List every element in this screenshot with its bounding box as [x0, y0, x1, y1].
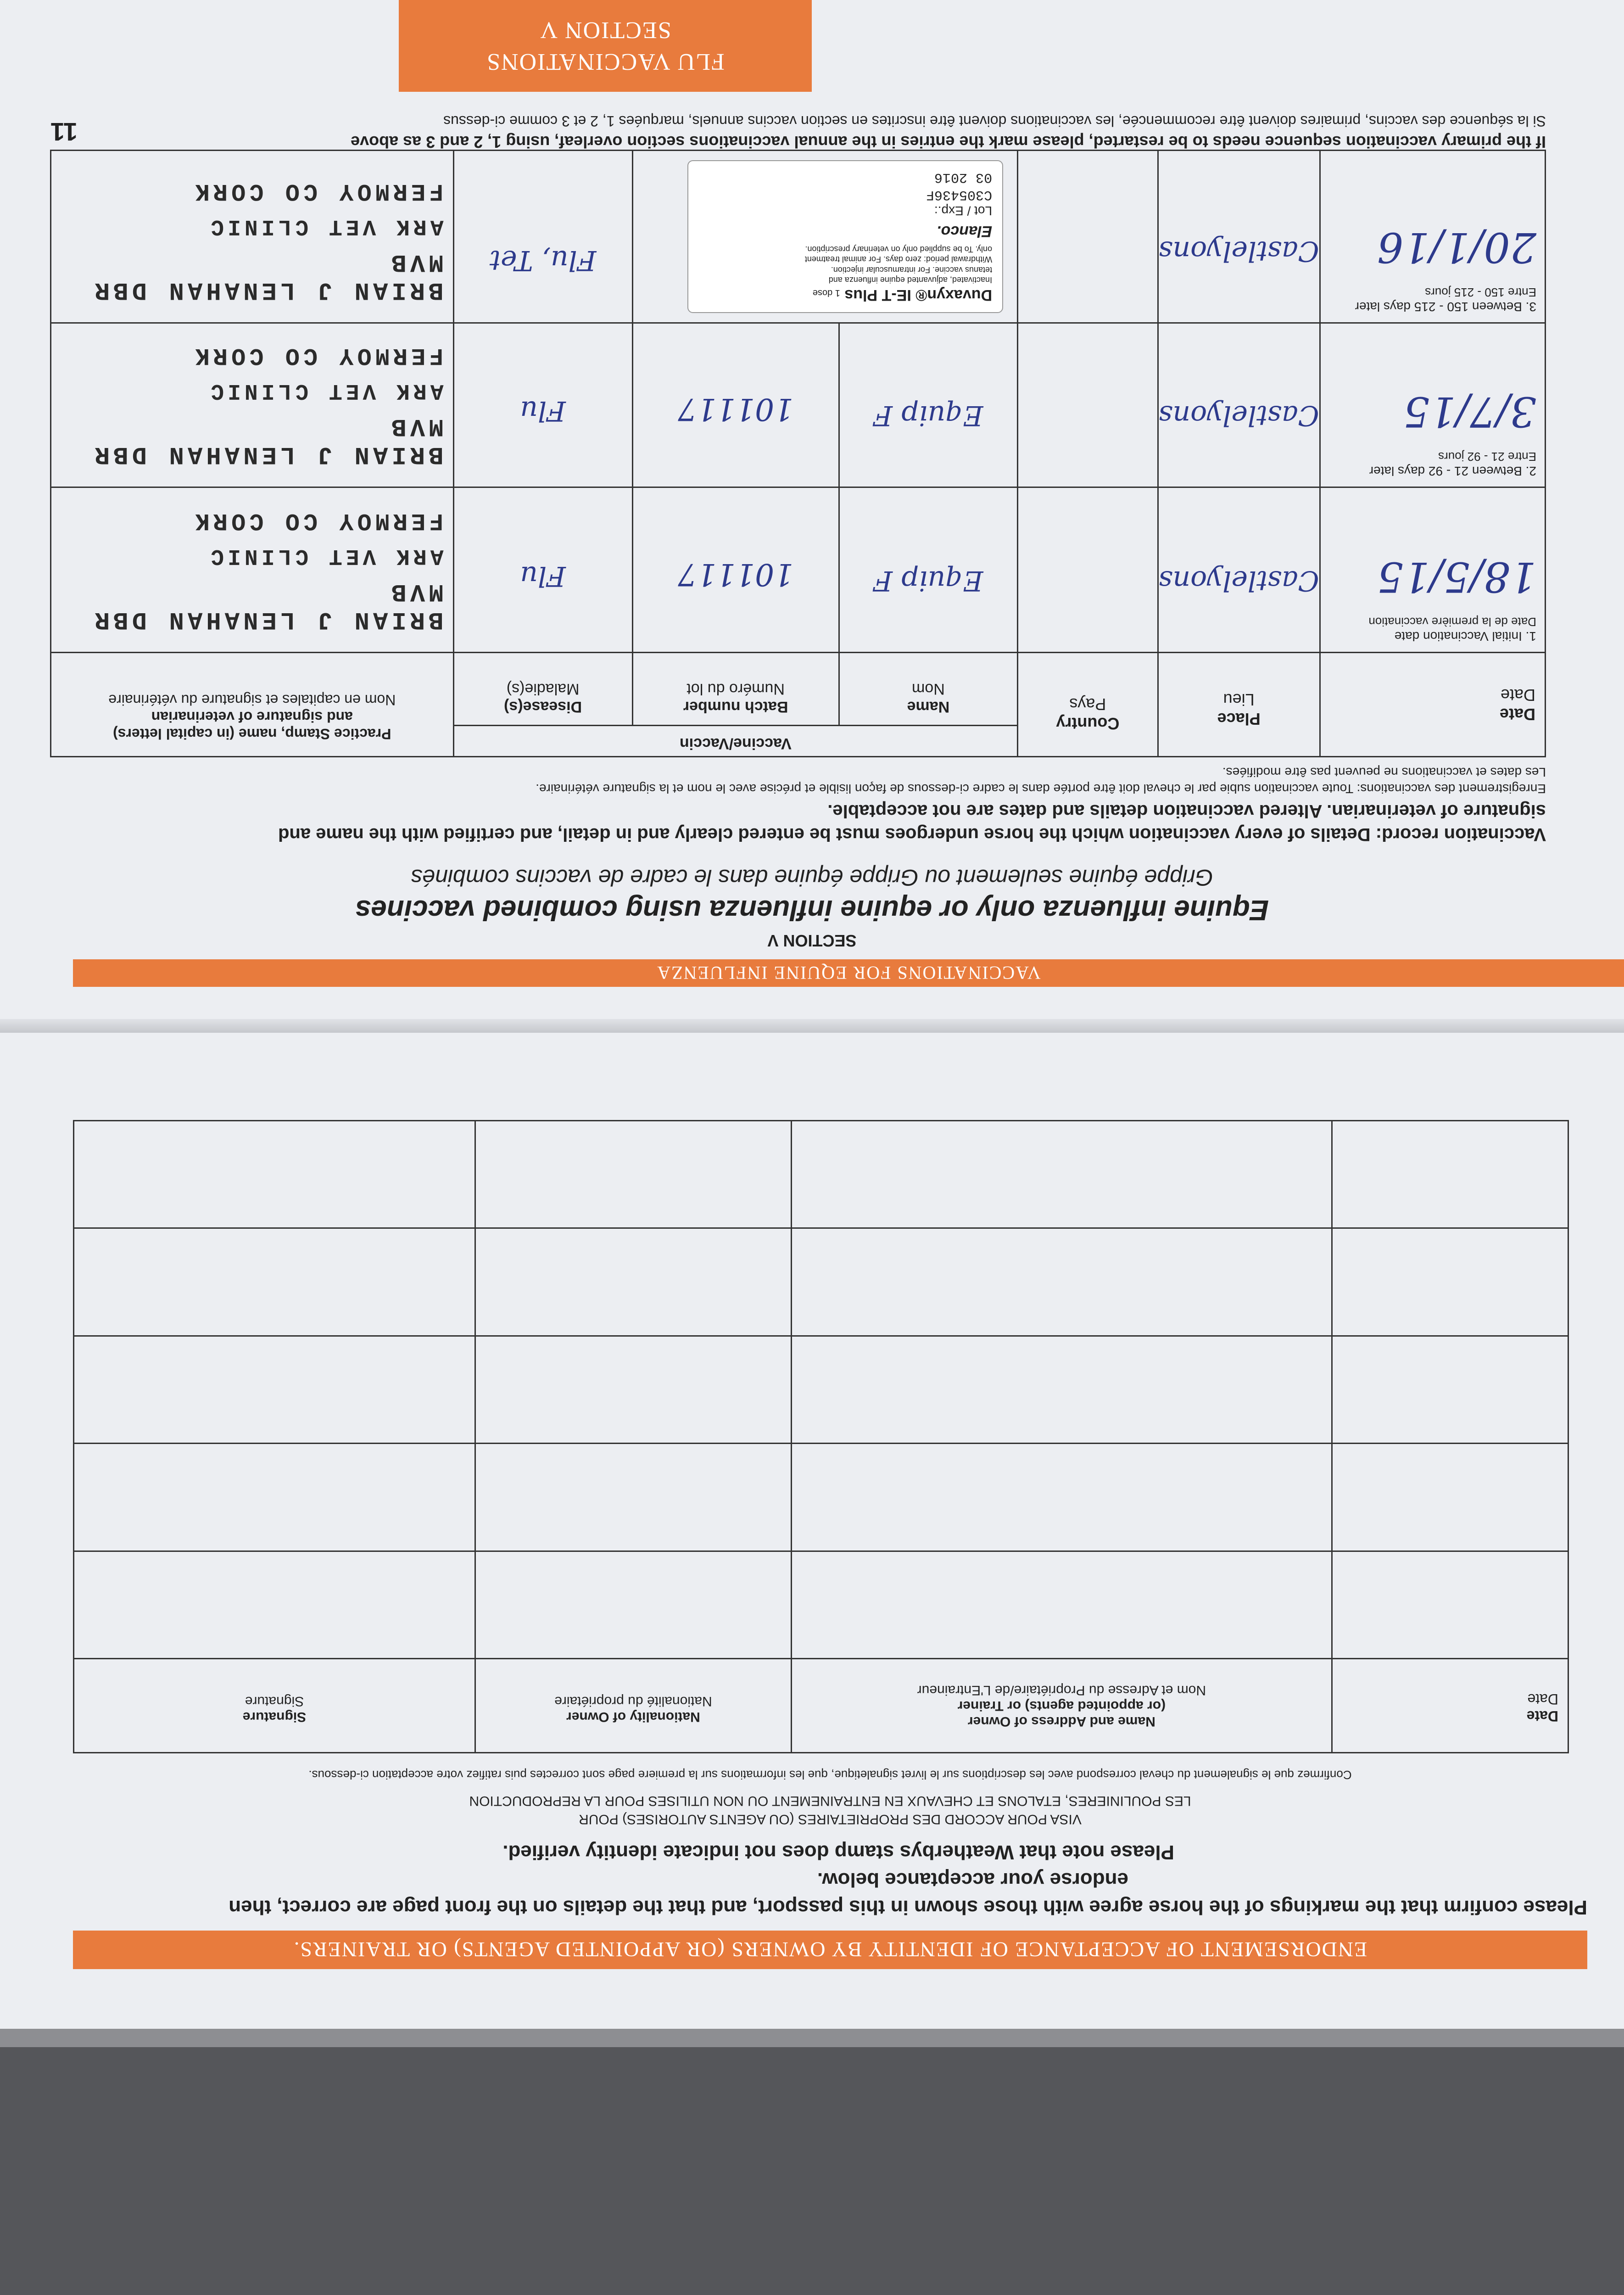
endorsement-row[interactable]	[74, 1551, 1568, 1658]
vaccination-title-block: SECTION V Equine influenza only or equine influenza using combined vaccines Grippe équine seulement ou Grippe équine dans le cadre de vaccins combinés	[355, 865, 1269, 950]
country-cell[interactable]	[1018, 487, 1158, 653]
vet-stamp-cell[interactable]	[51, 323, 454, 487]
batch-cell[interactable]: 101117	[632, 323, 839, 487]
vet-name-stamp: BRIAN J LENAHAN DBR MVB	[91, 577, 444, 633]
scanner-bed	[0, 2029, 1624, 2295]
clinic-stamp: ARK VET CLINIC	[207, 214, 444, 239]
vaccine-sticker-cell[interactable]	[632, 151, 1017, 323]
place-cell[interactable]: Castlelyons	[1158, 487, 1320, 653]
date-cell[interactable]: 2. Between 21 - 92 days later Entre 21 - 92 jours 3/7/15	[1320, 323, 1545, 487]
endorsement-row[interactable]	[74, 1336, 1568, 1443]
header-batch: Batch number Numéro du lot	[632, 653, 839, 726]
page-edge	[0, 2029, 1624, 2047]
flu-vaccinations-tab[interactable]: FLU VACCINATIONS SECTION V	[399, 0, 812, 92]
endorsement-row[interactable]	[74, 1444, 1568, 1551]
date-cell[interactable]: 3. Between 150 - 215 days later Entre 150 - 215 jours 20/1/16	[1320, 151, 1545, 323]
vaccination-header-row-1	[51, 725, 1546, 756]
sticker-brand: Duvaxyn® IE-T Plus	[844, 286, 993, 304]
address-stamp: FERMOY CO CORK	[191, 507, 444, 534]
restart-note: If the primary vaccination sequence needs to be restarted, please mark the entries in the annual vaccinations section overleaf, using 1, 2 and 3 as above Si la séquence des vaccins, primaires doivent être recommencée, les vaccinations doivent être inscrites en section vaccins annuels, marquées 1, 2 et 3 comme ci-dessus	[351, 113, 1546, 151]
endorsement-row[interactable]	[74, 1121, 1568, 1228]
endorsement-page	[0, 1019, 1624, 2029]
header-practice-stamp: Practice Stamp, name (in capital letters) and signature of veterinarian Nom en capitales et signature du vétérinaire	[51, 653, 454, 757]
endorsement-row[interactable]	[74, 1228, 1568, 1336]
endorsement-banner: ENDORSEMENT OF ACCEPTANCE OF IDENTITY BY OWNERS (OR APPOINTED AGENTS) OR TRAINERS.	[73, 1931, 1587, 1969]
header-place: Place Lieu	[1158, 653, 1320, 757]
vaccination-table	[50, 150, 1546, 757]
sticker-dose: 1 dose	[812, 288, 840, 298]
date-cell[interactable]: 1. Initial Vaccination date Date de la première vaccination 18/5/15	[1320, 487, 1545, 653]
elanco-logo: Elanco.	[937, 223, 993, 241]
batch-cell[interactable]: 101117	[632, 487, 839, 653]
disease-cell[interactable]: Flu	[453, 323, 632, 487]
header-date: Date Date	[1320, 653, 1545, 757]
place-cell[interactable]: Castlelyons	[1158, 323, 1320, 487]
header-owner: Name and Address of Owner (or appointed agents) or Trainer Nom et Adresse du Propriétaire/de L'Entraineur	[791, 1659, 1332, 1753]
header-country: Country Pays	[1018, 653, 1158, 757]
handwritten-date: 20/1/16	[1377, 223, 1536, 271]
vet-stamp-cell[interactable]	[51, 487, 454, 653]
header-date: Date Date	[1332, 1659, 1568, 1753]
place-cell[interactable]: Castlelyons	[1158, 151, 1320, 323]
header-signature: Signature Signature	[74, 1659, 475, 1753]
header-disease: Disease(s) Maladie(s)	[453, 653, 632, 726]
address-stamp: FERMOY CO CORK	[191, 178, 444, 205]
vet-name-stamp: BRIAN J LENAHAN DBR MVB	[91, 412, 444, 468]
vaccine-sticker: Duvaxyn® IE-T Plus 1 dose Inactivated, adjuvanted equine influenza and tetanus vaccine. For intramuscular injection. Withdrawal period: zero days. For animal treatment only. To be supplied only on veterinary prescription. Elanco. Lot / Exp.: C305436F 03 2016	[687, 160, 1003, 313]
sticker-exp: 03 2016	[934, 169, 993, 185]
vaccination-banner: VACCINATIONS FOR EQUINE INFLUENZA	[73, 959, 1624, 987]
header-vaccine-group: Vaccine/Vaccin	[453, 725, 1017, 756]
vaccination-row-2[interactable]	[51, 323, 1546, 487]
vaccination-row-1[interactable]	[51, 487, 1546, 653]
vaccination-record-text: Vaccination record: Details of every vaccination which the horse undergoes must be entered clearly and in detail, and certified with the name and signature of veterinarian. Altered vaccination details and dates are not acceptable. Enregistrement des vaccinations: Toute vaccination subie par le cheval doit être portée dans le cadre ci-dessous de façon lisible et précise avec le nom et la signature vétérinaire. Les dates et vaccinations ne peuvent pas être modifiées.	[278, 765, 1546, 845]
sticker-lot: C305436F	[926, 187, 993, 202]
handwritten-date: 3/7/15	[1403, 387, 1536, 436]
french-visa-text: VISA POUR ACCORD DES PROPRIETAIRES (OU AGENTS AUTORISES) POUR LES POULINIERES, ETALONS ET CHEVAUX EN ENTRAINEMENT OU NON UTILISES POUR LA REPRODUCTION Confirmez que le signalement du cheval correspond avec les descriptions sur le livret signaletique, que les informations sur la premiere page sont correctes puis ratifiez votre acceptation ci-dessous.	[308, 1768, 1352, 1827]
country-cell[interactable]	[1018, 151, 1158, 323]
vaccine-name-cell[interactable]: Equip F	[839, 323, 1017, 487]
endorsement-header-row	[74, 1659, 1568, 1753]
vet-stamp-cell[interactable]	[51, 151, 454, 323]
disease-cell[interactable]: Flu	[453, 487, 632, 653]
disease-cell[interactable]: Flu, Tet	[453, 151, 632, 323]
handwritten-date: 18/5/15	[1377, 553, 1536, 601]
vaccination-row-3[interactable]	[51, 151, 1546, 323]
vaccination-page	[0, 0, 1624, 1019]
country-cell[interactable]	[1018, 323, 1158, 487]
vet-name-stamp: BRIAN J LENAHAN DBR MVB	[91, 248, 444, 304]
address-stamp: FERMOY CO CORK	[191, 342, 444, 369]
vaccine-name-cell[interactable]: Equip F	[839, 487, 1017, 653]
clinic-stamp: ARK VET CLINIC	[207, 543, 444, 568]
clinic-stamp: ARK VET CLINIC	[207, 378, 444, 403]
page-number: 11	[50, 118, 78, 146]
endorsement-instruction: Please confirm that the markings of the horse agree with those shown in this passport, and that the details on the front page are correct, then endorse your acceptance below. Please note that Weatherbys stamp does not indicate identity verified.	[229, 1841, 1587, 1919]
header-nationality: Nationality of Owner Nationalité du propriétaire	[475, 1659, 791, 1753]
endorsement-table	[73, 1120, 1569, 1753]
header-vaccine-name: Name Nom	[839, 653, 1017, 726]
